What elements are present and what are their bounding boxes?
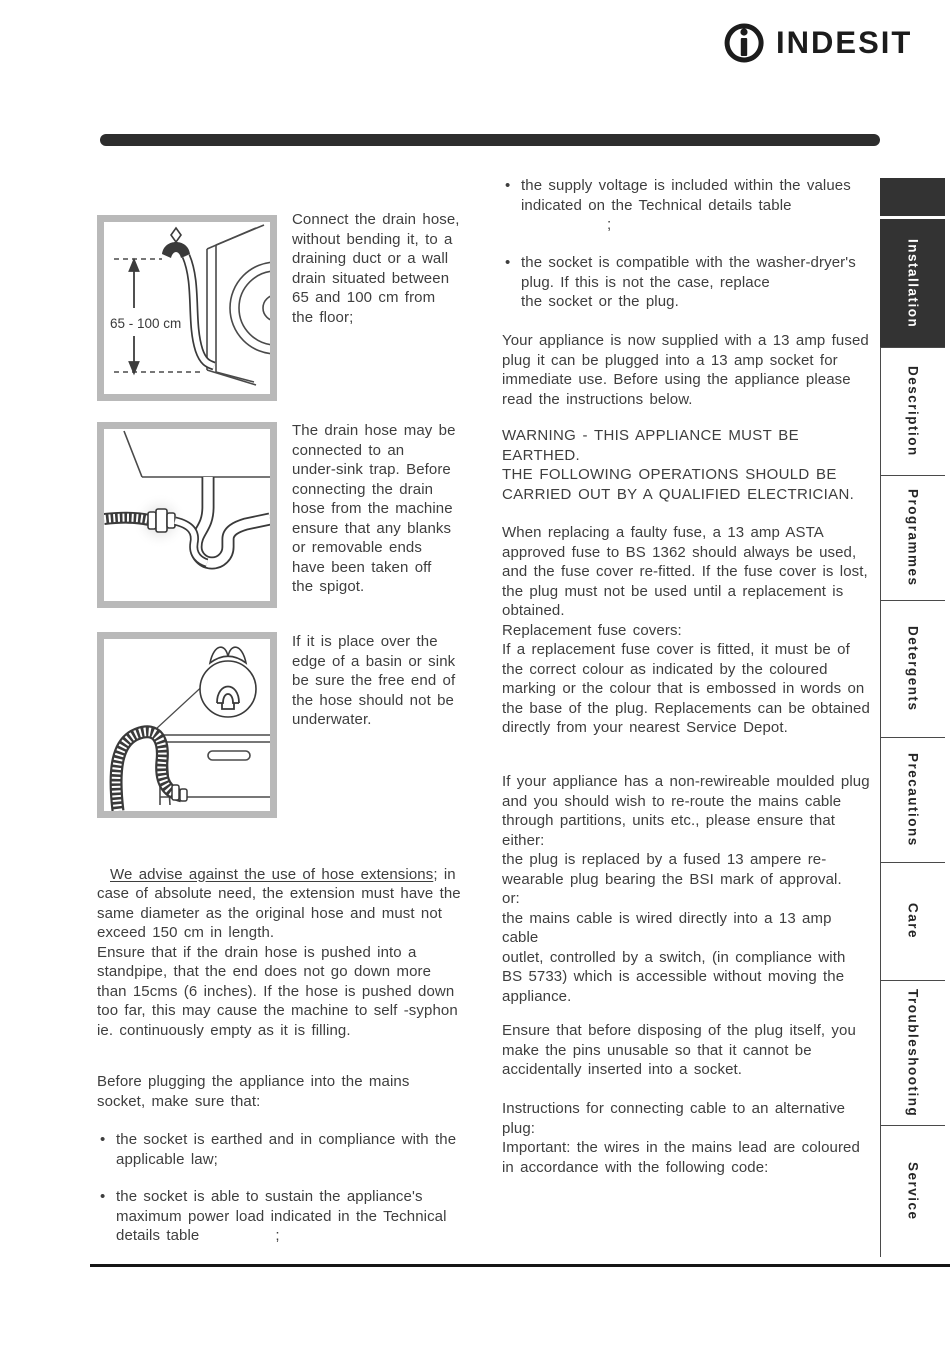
tab-service [880, 1125, 945, 1257]
drain-height-diagram [104, 222, 270, 394]
tab-label: Care [905, 903, 921, 940]
bullet-voltage-text: the supply voltage is included within the values indicated on the Technical details table ; [521, 177, 851, 233]
tab-label: Precautions [905, 753, 921, 847]
earthing-warning-paragraph: WARNING - THIS APPLIANCE MUST BE EARTHED. THE FOLLOWING OPERATIONS SHOULD BE CARRIED OUT BY A QUALIFIED ELECTRICIAN. [502, 427, 855, 503]
header-rule [100, 134, 880, 146]
tab-troubleshooting [880, 980, 945, 1125]
bullet-earthed [100, 1130, 472, 1169]
indesit-i-circle-icon [722, 20, 766, 66]
tab-care [880, 862, 945, 980]
standpipe-advice-text: Ensure that if the drain hose is pushed into a standpipe, that the end does not go down more than 15cms (6 inches). If the hose is pushed down too far, this may cause the machine to self -syphon ie. continuously empty as it is filling. [97, 943, 458, 1039]
advice-rest-text: ; in case of absolute need, the extension must have the same diameter as the original hose and must not exceed 150 cm in length. [97, 865, 461, 941]
hose-extension-advice [97, 845, 469, 1040]
tab-programmes [880, 475, 945, 600]
figure-caption: The drain hose may be connected to an under-sink trap. Before connecting the drain hose from the machine ensure that any blanks or removable ends have been taken off the spigot. [292, 422, 456, 595]
tab-label: Troubleshooting [905, 988, 921, 1118]
under-sink-trap-diagram [104, 429, 270, 601]
tab-label: Programmes [905, 489, 921, 587]
indesit-logo [722, 20, 912, 66]
bullet-supply-voltage [505, 176, 873, 254]
height-range-label: 65 - 100 cm [110, 316, 182, 331]
bullet-socket-compatible [505, 253, 873, 312]
bullet-marker: • [100, 1188, 106, 1205]
advice-underlined-text: We advise against the use of hose extensions [110, 865, 434, 883]
basin-edge-diagram [104, 639, 270, 811]
tab-label: Detergents [905, 626, 921, 712]
tab-label: Installation [905, 238, 921, 329]
fuse-replacement-paragraph: When replacing a faulty fuse, a 13 amp ASTA approved fuse to BS 1362 should always be used, and the fuse cover re-fitted. If the fuse cover is lost, the plug must not be used until a replacement is obtained. Replacement fuse covers: If a replacement fuse cover is fitted, it must be of the correct colour as indicated by the coloured marking or the colour that is embossed in words on the base of the plug. Replacements can be obtained directly from your nearest Service Depot. [502, 524, 870, 736]
plug-intro-paragraph: Before plugging the appliance into the mains socket, make sure that: [97, 1073, 410, 1110]
bullet-marker: • [505, 254, 511, 271]
moulded-plug-paragraph: If your appliance has a non-rewireable moulded plug and you should wish to re-route the mains cable through partitions, units etc., please ensure that either: the plug is replaced by a fused 13 ampere re- wearable plug bearing the BSI mark of approval. or: the mains cable is wired directly into a 13 amp cable outlet, controlled by a switch, (in compliance with BS 5733) which is accessible without moving the appliance. [502, 773, 870, 1005]
tab-strip-header-block [880, 178, 945, 216]
basin-edge-figure-frame [97, 632, 277, 818]
bullet-power-suffix: ; [275, 1227, 280, 1244]
tab-label: Service [905, 1162, 921, 1221]
bullet-earthed-text: the socket is earthed and in compliance with the applicable law; [116, 1131, 457, 1168]
tab-precautions [880, 737, 945, 862]
drain-height-figure-frame [97, 215, 277, 401]
bullet-power-load [100, 1187, 480, 1246]
brand-name: INDESIT [776, 24, 913, 61]
bullet-power-text: the socket is able to sustain the appliance's maximum power load indicated in the Technical details table ; [116, 1188, 447, 1244]
under-sink-trap-figure-frame [97, 422, 277, 608]
fused-plug-paragraph: Your appliance is now supplied with a 13 amp fused plug it can be plugged into a 13 amp socket for immediate use. Before using the appliance please read the instructions below. [502, 332, 869, 408]
bullet-socket-text: the socket is compatible with the washer-dryer's plug. If this is not the case, replace the socket or the plug. [521, 254, 856, 310]
section-tab-strip [880, 178, 945, 1257]
plug-disposal-paragraph: Ensure that before disposing of the plug itself, you make the pins unusable so that it cannot be accidentally inserted into a socket. [502, 1022, 856, 1078]
bullet-marker: • [100, 1131, 106, 1148]
figure-caption: Connect the drain hose, without bending it, to a draining duct or a wall drain situated between 65 and 100 cm from the floor; [292, 211, 460, 326]
tab-detergents [880, 600, 945, 737]
tab-description [880, 347, 945, 475]
tab-installation [880, 219, 945, 347]
alternative-plug-paragraph: Instructions for connecting cable to an alternative plug: Important: the wires in the mains lead are coloured in accordance with the following code: [502, 1100, 860, 1176]
footer-rule [90, 1264, 950, 1267]
bullet-marker: • [505, 177, 511, 194]
tab-label: Description [905, 366, 921, 457]
figure-caption: If it is place over the edge of a basin or sink be sure the free end of the hose should not be underwater. [292, 633, 456, 728]
bullet-voltage-suffix: ; [607, 216, 612, 233]
